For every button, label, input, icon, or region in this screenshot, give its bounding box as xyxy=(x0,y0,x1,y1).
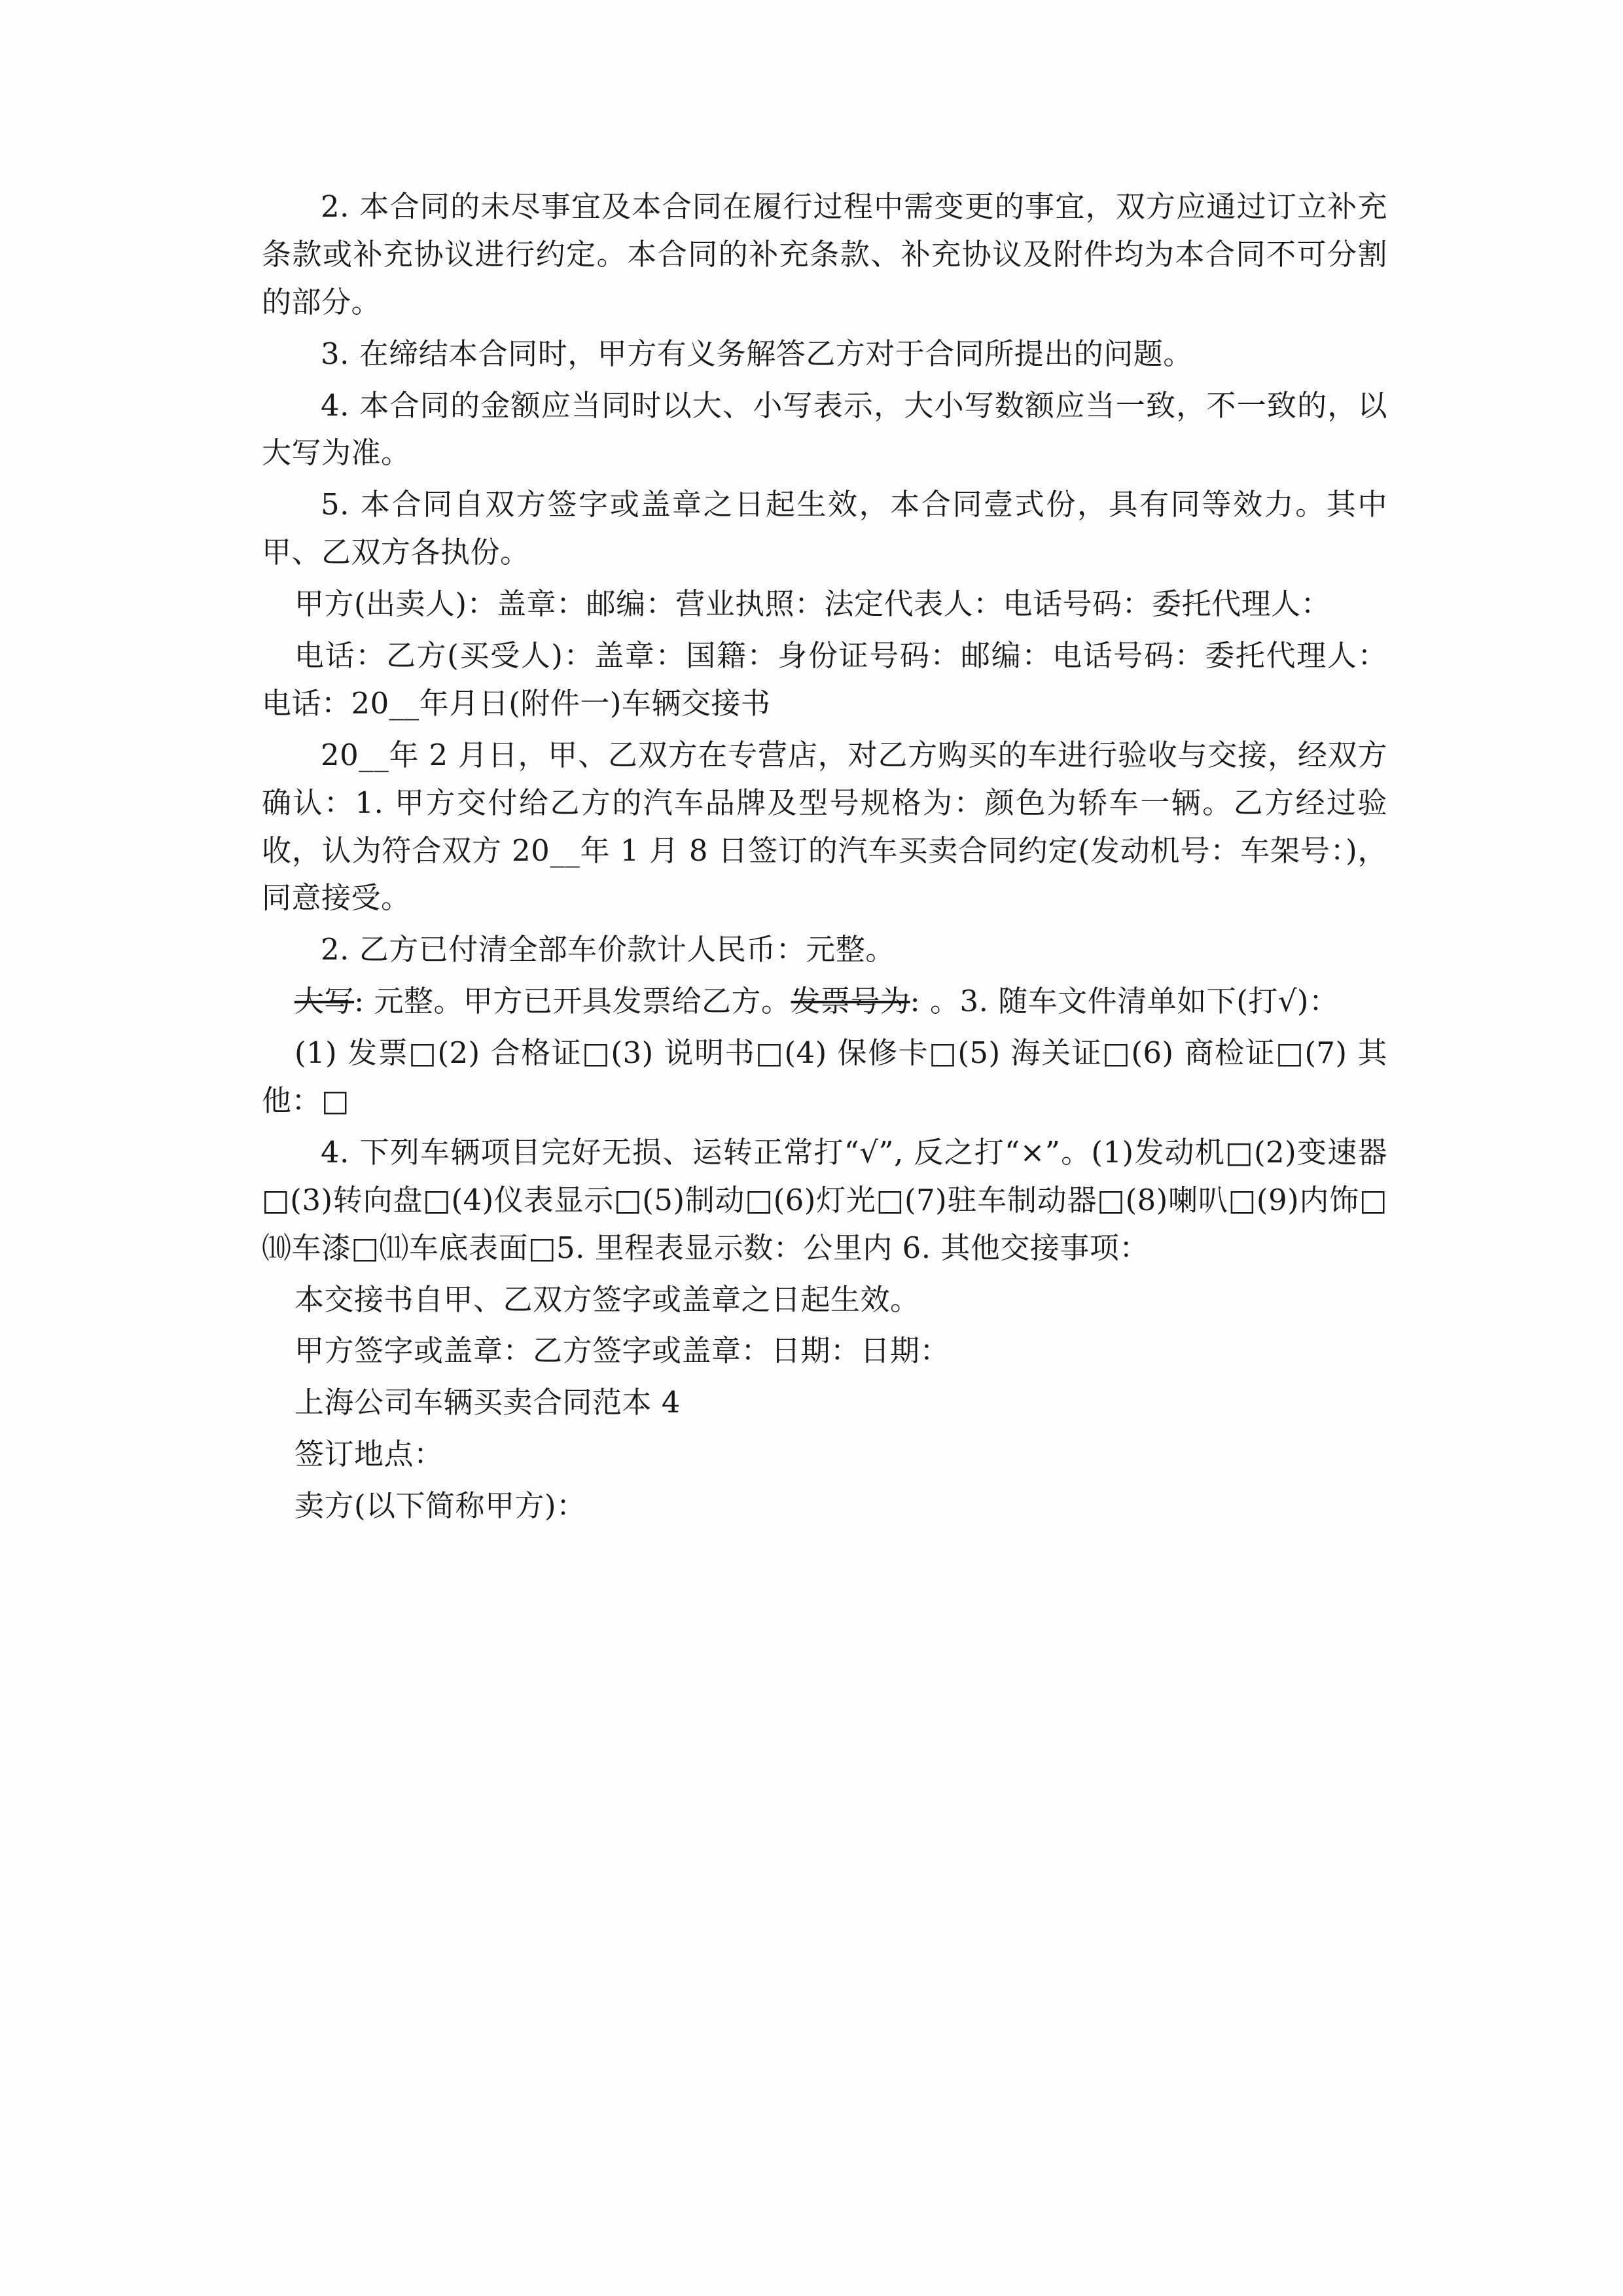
paragraph-clause-5: 5. 本合同自双方签字或盖章之日起生效，本合同壹式份，具有同等效力。其中甲、乙双方各执份。 xyxy=(262,487,1387,570)
struck-text: 大写 xyxy=(294,984,355,1019)
paragraph-seller-info: 甲方(出卖人)：盖章：邮编：营业执照：法定代表人：电话号码：委托代理人： xyxy=(294,586,1331,622)
paragraph-clause-4: 4. 本合同的金额应当同时以大、小写表示，大小写数额应当一致，不一致的，以大写为准。 xyxy=(262,387,1387,471)
paragraph-clause-2: 2. 本合同的未尽事宜及本合同在履行过程中需变更的事宜，双方应通过订立补充条款或补充协议进行约定。本合同的补充条款、补充协议及附件均为本合同不可分割的部分。 xyxy=(262,189,1387,319)
paragraph-payment: 2. 乙方已付清全部车价款计人民币：元整。 xyxy=(321,932,895,967)
paragraph-document-checklist: (1) 发票□(2) 合格证□(3) 说明书□(4) 保修卡□(5) 海关证□(6) 商检证□(7) 其他：□ xyxy=(262,1035,1387,1119)
paragraph-signing-place: 签订地点： xyxy=(294,1437,444,1472)
paragraph-effective: 本交接书自甲、乙双方签字或盖章之日起生效。 xyxy=(294,1282,920,1317)
document-body xyxy=(262,183,1387,1534)
paragraph-contract-title-4: 上海公司车辆买卖合同范本 4 xyxy=(294,1385,681,1420)
paragraph-signature-line: 甲方签字或盖章：乙方签字或盖章：日期：日期： xyxy=(294,1333,950,1369)
paragraph-invoice: 大写: 元整。甲方已开具发票给乙方。发票号为: 。3. 随车文件清单如下(打√)： xyxy=(294,984,1339,1019)
paragraph-vehicle-items: 4. 下列车辆项目完好无损、运转正常打“√”, 反之打“×”。(1)发动机□(2)变速器□(3)转向盘□(4)仪表显示□(5)制动□(6)灯光□(7)驻车制动器□(8)喇叭□(9)内饰□⑽车漆□⑾车底表面□5. 里程表显示数：公里内 6. 其他交接事项： xyxy=(262,1134,1387,1265)
paragraph-party-a: 卖方(以下简称甲方)： xyxy=(294,1488,586,1524)
struck-text: 发票号为 xyxy=(791,984,910,1019)
paragraph-handover-confirmation: 20__年 2 月日，甲、乙双方在专营店，对乙方购买的车进行验收与交接，经双方确认：1. 甲方交付给乙方的汽车品牌及型号规格为：颜色为轿车一辆。乙方经过验收，认为符合双方 20__年 1 月 8 日签订的汽车买卖合同约定(发动机号：车架号：)，同意接受。 xyxy=(262,737,1387,916)
paragraph-clause-3: 3. 在缔结本合同时，甲方有义务解答乙方对于合同所提出的问题。 xyxy=(321,336,1193,371)
paragraph-buyer-info: 电话：乙方(买受人)：盖章：国籍：身份证号码：邮编：电话号码：委托代理人：电话：20__年月日(附件一)车辆交接书 xyxy=(262,638,1387,721)
